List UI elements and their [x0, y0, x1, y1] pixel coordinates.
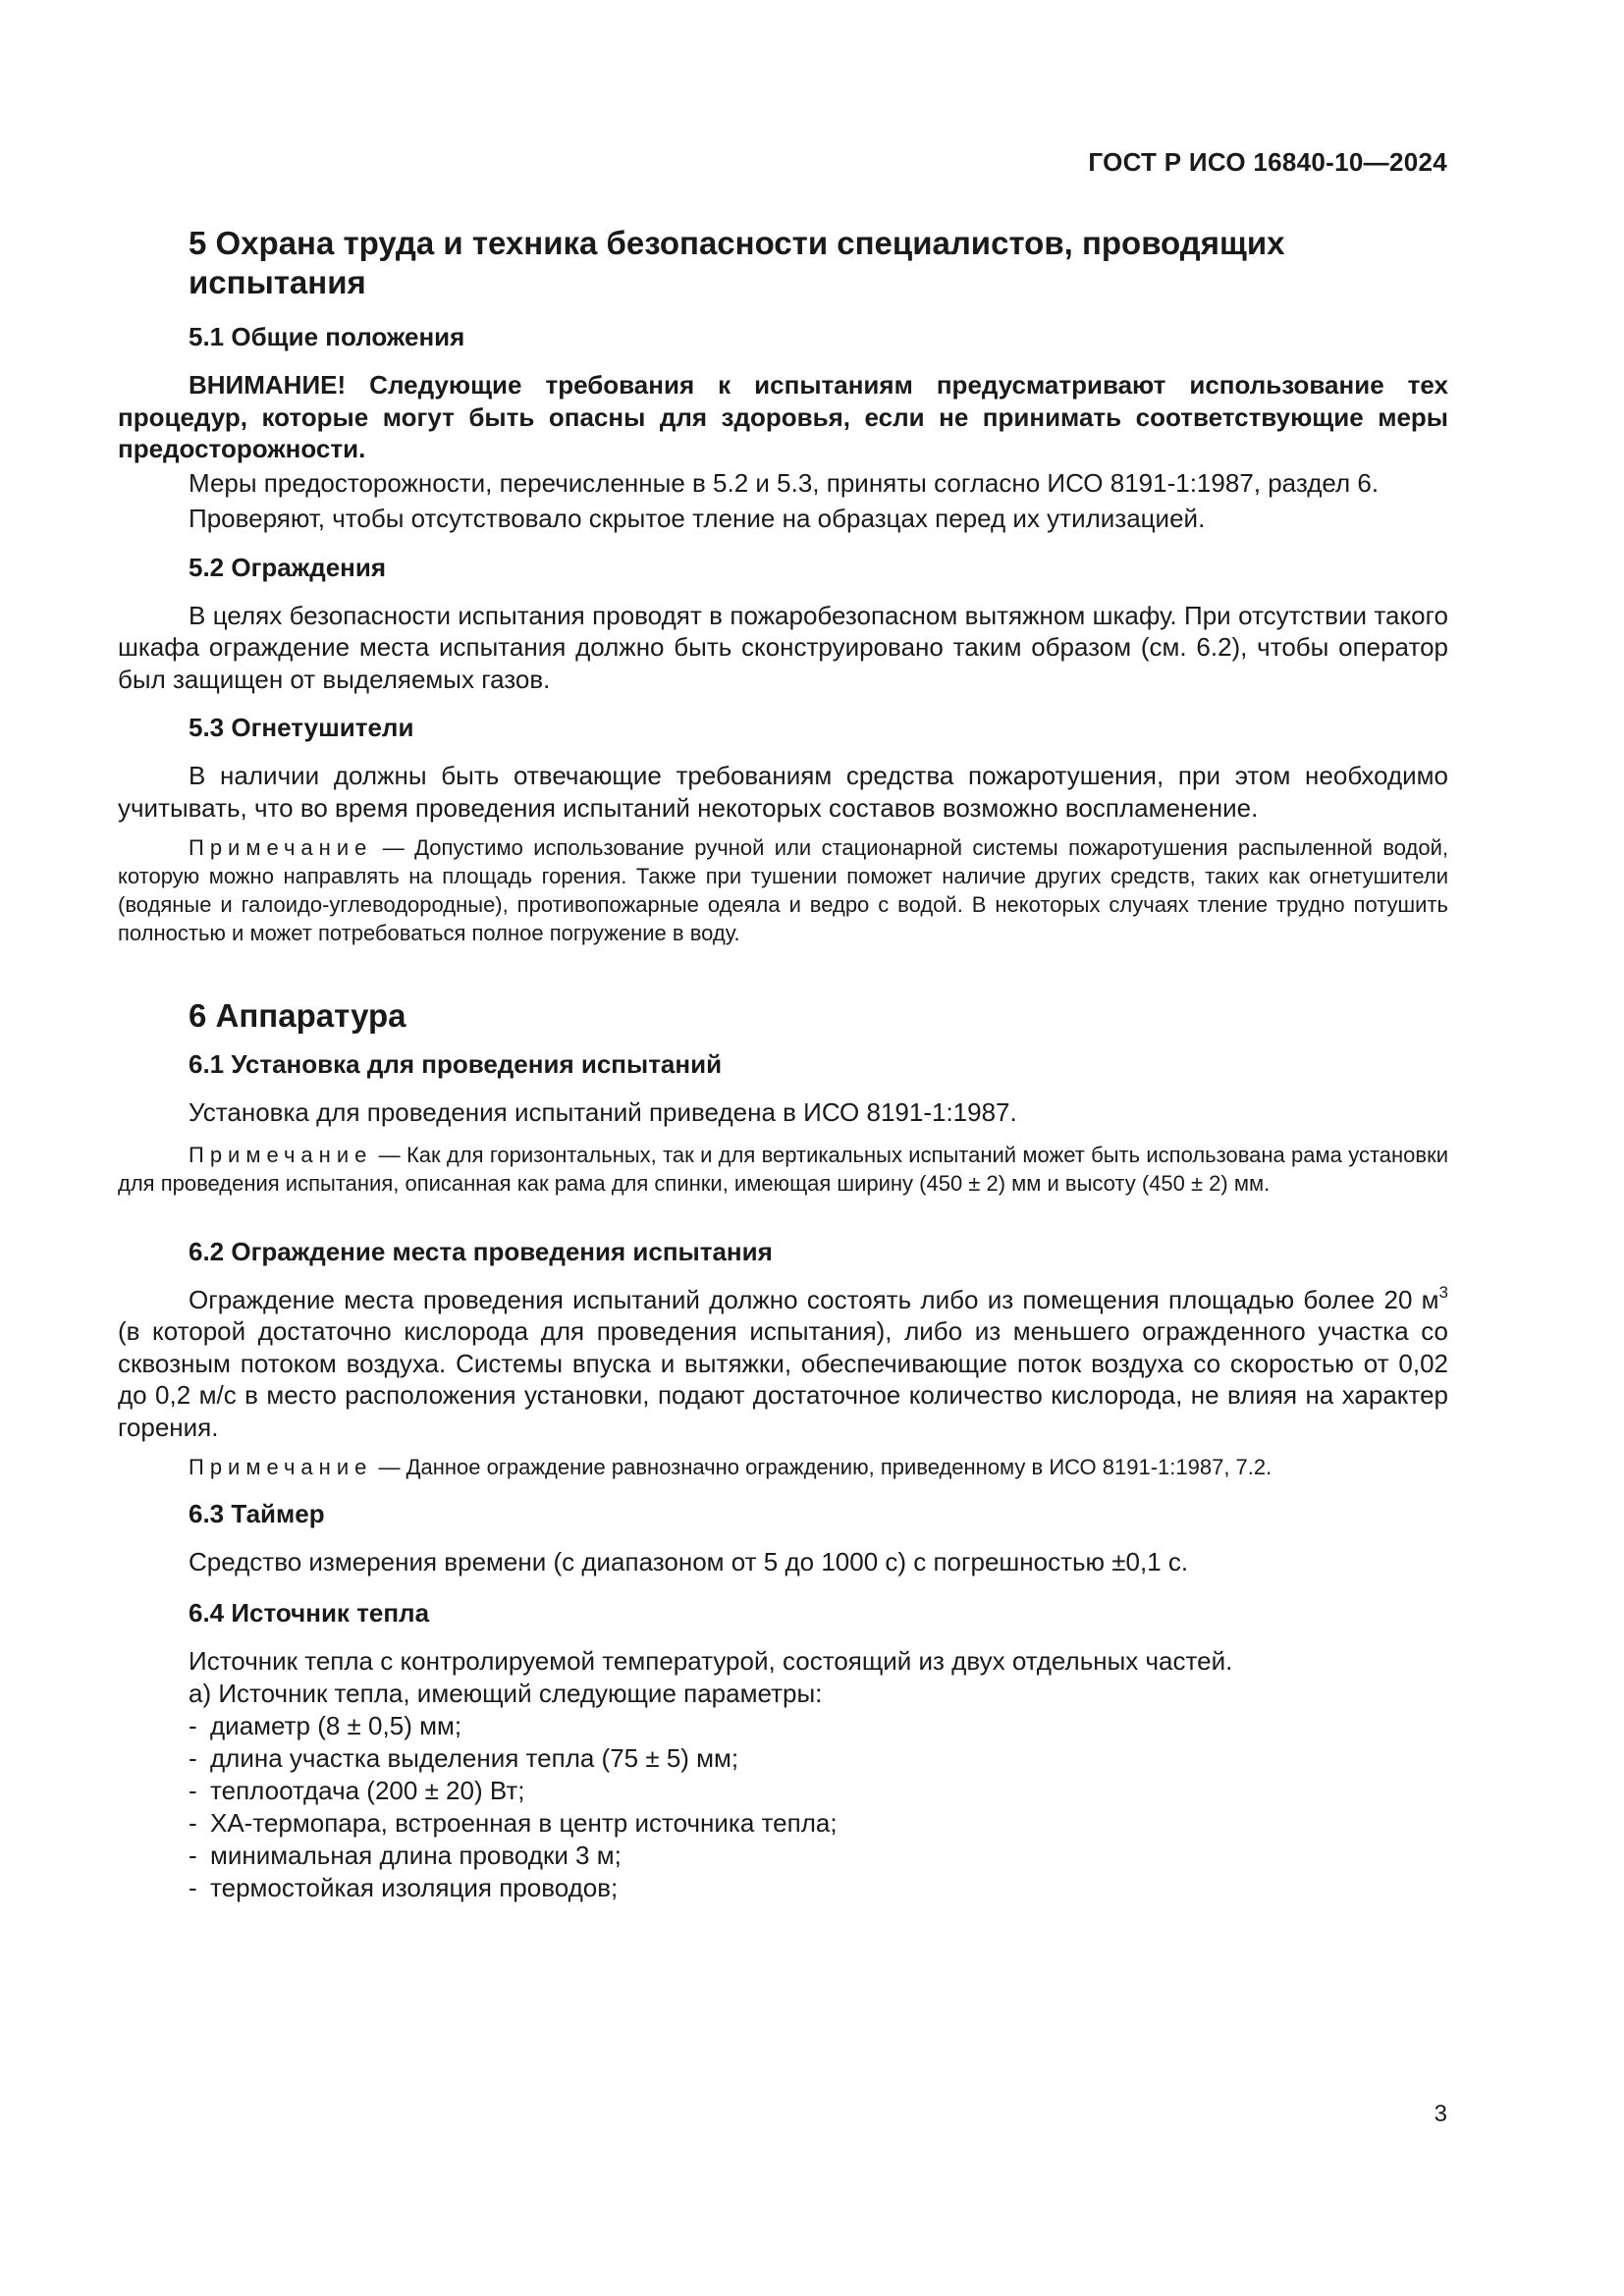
section-6-4-title: 6.4 Источник тепла	[189, 1597, 430, 1628]
note-label: Примечание	[189, 835, 373, 860]
paragraph: В целях безопасности испытания проводят в пожаробезопасном вытяжном шкафу. При отсутствии такого шкафа ограждение места испытания должно быть сконструировано таким образом (см. 6.2), чтобы оператор был защищен от выделяемых газов.	[118, 600, 1448, 694]
paragraph: Средство измерения времени (с диапазоном от 5 до 1000 с) с погрешностью ±0,1 с.	[189, 1547, 1189, 1576]
paragraph	[118, 1284, 1448, 1444]
paragraph: Источник тепла с контролируемой температурой, состоящий из двух отдельных частей.	[189, 1645, 1233, 1676]
paragraph: Проверяют, чтобы отсутствовало скрытое тление на образцах перед их утилизацией.	[189, 504, 1206, 533]
list-item: - минимальная длина проводки 3 м;	[189, 1840, 622, 1870]
section-6-3-title: 6.3 Таймер	[189, 1499, 325, 1528]
standard-code: ГОСТ Р ИСО 16840-10—2024	[1088, 147, 1447, 177]
list-item: - термостойкая изоляция проводов;	[189, 1872, 619, 1902]
superscript: 3	[1438, 1282, 1448, 1302]
note	[118, 1453, 1448, 1481]
section-6-2-title: 6.2 Ограждение места проведения испытания	[189, 1236, 773, 1266]
list-item: - диаметр (8 ± 0,5) мм;	[189, 1710, 462, 1740]
list-item: - ХА-термопара, встроенная в центр источника тепла;	[189, 1807, 838, 1838]
note	[118, 1141, 1448, 1198]
page-number: 3	[1434, 2101, 1447, 2127]
note-text: — Данное ограждение равнозначно ограждению, приведенному в ИСО 8191-1:1987, 7.2.	[372, 1455, 1272, 1479]
note-text: — Допустимо использование ручной или стационарной системы пожаротушения распыленной водой, которую можно направлять на площадь горения. Также при тушении поможет наличие других средств, таких как огнетушители (водяные и галоидо-углеводородные), противопожарные одеяла и ведро с водой. В некоторых случаях тление трудно потушить полностью и может потребоваться полное погружение в воду.	[118, 835, 1448, 945]
paragraph: В наличии должны быть отвечающие требованиям средства пожаротушения, при этом необходимо учитывать, что во время проведения испытаний некоторых составов возможно воспламенение.	[118, 761, 1448, 823]
list-item-a: а) Источник тепла, имеющий следующие параметры:	[189, 1678, 823, 1708]
list-item-text: теплоотдача (200 ± 20) Вт;	[210, 1775, 525, 1805]
list-item-text: длина участка выделения тепла (75 ± 5) мм;	[210, 1742, 739, 1773]
warning-paragraph: ВНИМАНИЕ! Следующие требования к испытаниям предусматривают использование тех процедур, которые могут быть опасны для здоровья, если не принимать соответствующие меры предосторожности.	[118, 370, 1448, 463]
page-content	[118, 224, 1448, 1904]
parameter-list	[118, 1710, 1448, 1904]
section-6-1-title: 6.1 Установка для проведения испытаний	[189, 1049, 723, 1079]
note-label: Примечание	[189, 1142, 373, 1167]
list-item-text: минимальная длина проводки 3 м;	[210, 1840, 622, 1870]
list-item-text: термостойкая изоляция проводов;	[210, 1872, 619, 1902]
note	[118, 833, 1448, 947]
section-6-title: 6 Аппаратура	[189, 997, 406, 1034]
paragraph-part: Ограждение места проведения испытаний должно состоять либо из помещения площадью более 20 м	[189, 1284, 1439, 1314]
list-item-text: диаметр (8 ± 0,5) мм;	[210, 1710, 462, 1740]
section-5-2-title: 5.2 Ограждения	[189, 552, 387, 582]
list-item: - теплоотдача (200 ± 20) Вт;	[189, 1775, 525, 1805]
section-5-3-title: 5.3 Огнетушители	[189, 713, 414, 742]
list-item-text: ХА-термопара, встроенная в центр источника тепла;	[210, 1807, 838, 1838]
paragraph: Меры предосторожности, перечисленные в 5.2 и 5.3, приняты согласно ИСО 8191-1:1987, раздел 6.	[189, 467, 1380, 498]
note-label: Примечание	[189, 1455, 373, 1479]
section-5-1-title: 5.1 Общие положения	[189, 322, 465, 351]
list-item: - длина участка выделения тепла (75 ± 5) мм;	[189, 1742, 739, 1773]
note-text: — Как для горизонтальных, так и для вертикальных испытаний может быть использована рама установки для проведения испытания, описанная как рама для спинки, имеющая ширину (450 ± 2) мм и высоту (450 ± 2) мм.	[118, 1142, 1448, 1196]
paragraph-part: (в которой достаточно кислорода для проведения испытания), либо из меньшего огражденного участка со сквозным потоком воздуха. Системы впуска и вытяжки, обеспечивающие поток воздуха со скоростью от 0,02 до 0,2 м/с в место расположения установки, подают достаточное количество кислорода, не влияя на характер горения.	[118, 1316, 1448, 1442]
paragraph: Установка для проведения испытаний приведена в ИСО 8191-1:1987.	[189, 1097, 1017, 1127]
section-5-title: 5 Охрана труда и техника безопасности специалистов, проводящих испытания	[189, 225, 1285, 300]
